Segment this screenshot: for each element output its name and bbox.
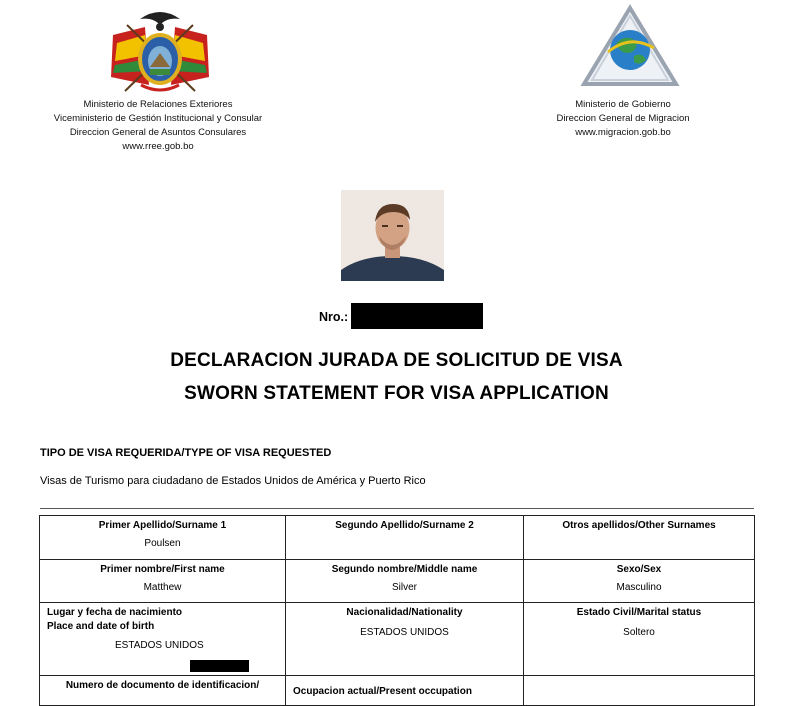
middle-name-cell xyxy=(286,560,524,603)
first-name-label: Primer nombre/First name xyxy=(100,564,225,575)
first-name-value: Matthew xyxy=(143,582,182,593)
surname1-cell xyxy=(40,516,286,560)
empty-cell xyxy=(524,676,755,706)
sex-label: Sexo/Sex xyxy=(616,564,662,575)
other-surnames-cell xyxy=(524,516,755,560)
id-doc-cell xyxy=(40,676,286,706)
middle-name-label: Segundo nombre/Middle name xyxy=(331,564,478,575)
surname1-value: Poulsen xyxy=(144,538,181,549)
marital-label: Estado Civil/Marital status xyxy=(576,607,702,618)
redacted-birth-date xyxy=(190,660,249,672)
first-name-cell xyxy=(40,560,286,603)
vice-ministry-name: Viceministerio de Gestión Institucional y Consular xyxy=(53,113,263,124)
birth-label-es: Lugar y fecha de nacimiento xyxy=(47,607,183,618)
nro-label: Nro.: xyxy=(319,310,349,324)
marital-value: Soltero xyxy=(623,627,655,638)
migration-directorate-name: Direccion General de Migracion xyxy=(556,113,690,124)
nationality-label: Nacionalidad/Nationality xyxy=(346,607,463,618)
occupation-cell xyxy=(286,676,524,706)
header-left-text xyxy=(40,98,276,154)
middle-name-value: Silver xyxy=(391,582,417,593)
birth-label-en: Place and date of birth xyxy=(47,621,155,632)
other-surnames-label: Otros apellidos/Other Surnames xyxy=(562,520,716,531)
id-doc-label: Numero de documento de identificacion/ xyxy=(65,680,260,691)
header-right-text xyxy=(528,98,718,140)
table-row xyxy=(40,676,755,706)
other-surnames-value xyxy=(524,533,754,538)
table-row xyxy=(40,560,755,603)
surname2-label: Segundo Apellido/Surname 2 xyxy=(335,520,474,531)
surname2-value xyxy=(286,533,523,538)
occupation-label: Ocupacion actual/Present occupation xyxy=(293,686,472,697)
surname2-cell xyxy=(286,516,524,560)
birth-place-value: ESTADOS UNIDOS xyxy=(115,640,204,651)
marital-cell xyxy=(524,603,755,676)
title-english: SWORN STATEMENT FOR VISA APPLICATION xyxy=(184,383,609,404)
title-spanish: DECLARACION JURADA DE SOLICITUD DE VISA xyxy=(170,350,623,371)
applicant-photo xyxy=(341,190,444,281)
migration-logo-icon xyxy=(578,4,682,90)
table-row xyxy=(40,516,755,560)
table-row xyxy=(40,603,755,676)
applicant-data-table xyxy=(39,515,755,706)
bolivia-coat-of-arms-icon xyxy=(105,5,215,97)
nationality-cell xyxy=(286,603,524,676)
visa-type-value: Visas de Turismo para ciudadano de Estados Unidos de América y Puerto Rico xyxy=(40,475,426,487)
section-divider xyxy=(40,508,754,509)
surname1-label: Primer Apellido/Surname 1 xyxy=(98,520,227,531)
visa-type-label: TIPO DE VISA REQUERIDA/TYPE OF VISA REQUESTED xyxy=(40,447,332,459)
birth-cell xyxy=(40,603,286,676)
nationality-value: ESTADOS UNIDOS xyxy=(360,627,449,638)
redacted-number-box xyxy=(351,303,483,329)
ministry-website-link[interactable]: www.rree.gob.bo xyxy=(122,141,194,152)
sex-value: Masculino xyxy=(616,582,662,593)
sex-cell xyxy=(524,560,755,603)
ministry-name: Ministerio de Relaciones Exteriores xyxy=(83,99,233,110)
directorate-name: Direccion General de Asuntos Consulares xyxy=(69,127,247,138)
migration-website-link[interactable]: www.migracion.gob.bo xyxy=(575,127,671,138)
government-ministry-name: Ministerio de Gobierno xyxy=(575,99,671,110)
